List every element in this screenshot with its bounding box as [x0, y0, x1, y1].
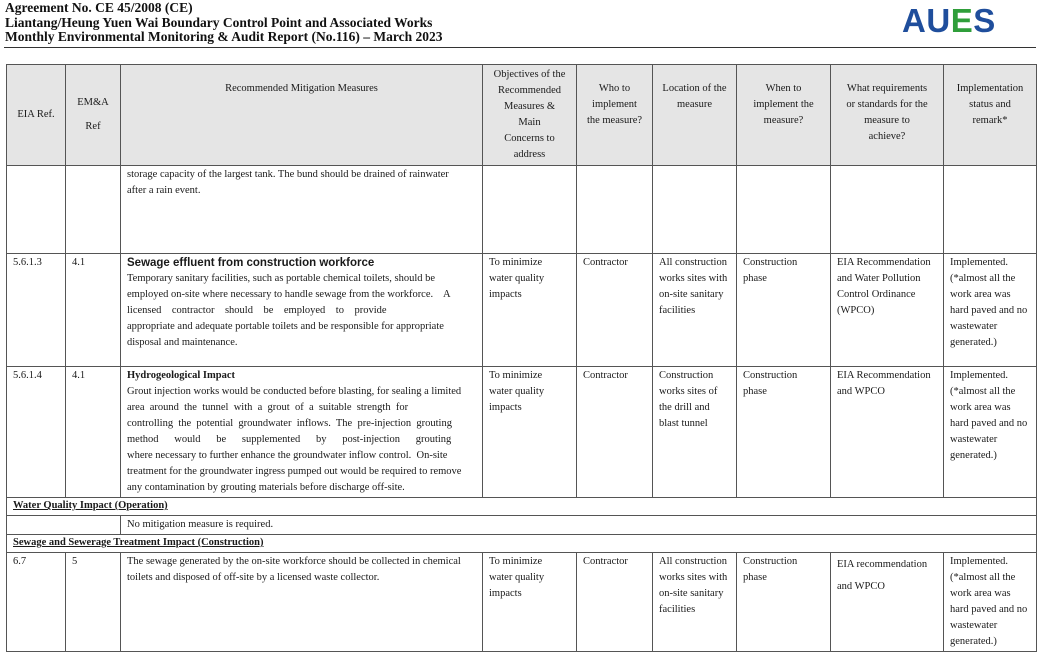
table-row	[7, 367, 1037, 498]
report-title: Monthly Environmental Monitoring & Audit Report (No.116) – March 2023	[5, 29, 443, 44]
col-eia-ref: EIA Ref.	[7, 65, 66, 166]
table-header-row	[7, 65, 1037, 166]
section-row	[7, 535, 1037, 553]
col-objectives: Objectives of the Recommended Measures & Main Concerns to address	[483, 65, 577, 166]
eia-ref: 6.7	[7, 553, 66, 652]
measure-text: Sewage effluent from construction workforce Temporary sanitary facilities, such as portable chemical toilets, should be employed on-site where necessary to handle sewage from the workforce. A licensed contractor should be employed to provide appropriate and adequate portable toilets and be responsible for appropriate disposal and maintenance.	[121, 254, 483, 367]
ema-ref: 4.1	[66, 254, 121, 367]
requirements: EIA Recommendation and Water Pollution Control Ordinance (WPCO)	[831, 254, 944, 367]
col-who: Who to implement the measure?	[577, 65, 653, 166]
when: Construction phase	[737, 367, 831, 498]
section-row	[7, 498, 1037, 516]
col-when: When to implement the measure?	[737, 65, 831, 166]
ema-ref: 4.1	[66, 367, 121, 498]
eia-ref: 5.6.1.3	[7, 254, 66, 367]
when: Construction phase	[737, 254, 831, 367]
who: Contractor	[577, 553, 653, 652]
section-note-row	[7, 516, 1037, 535]
section-title: Sewage and Sewerage Treatment Impact (Construction)	[7, 535, 1037, 553]
project-title: Liantang/Heung Yuen Wai Boundary Control Point and Associated Works	[5, 14, 433, 30]
location: All construction works sites with on-site sanitary facilities	[653, 254, 737, 367]
agreement-number: Agreement No. CE 45/2008 (CE)	[5, 0, 193, 15]
measure-text: Hydrogeological Impact Grout injection works would be conducted before blasting, for sealing a limited area around the tunnel with a grout of a suitable strength for controlling the potential groundwater inflows. The pre-injection grouting method would be supplemented by post-injection grouting where necessary to further enhance the groundwater inflow control. On-site treatment for the groundwater ingress pumped out would be required to remove any contamination by grouting materials before discharge off-site.	[121, 367, 483, 498]
aues-logo: AUES	[902, 2, 996, 39]
when: Construction phase	[737, 553, 831, 652]
section-title: Water Quality Impact (Operation)	[7, 498, 1037, 516]
col-location: Location of the measure	[653, 65, 737, 166]
location: All construction works sites with on-site sanitary facilities	[653, 553, 737, 652]
measure-text: storage capacity of the largest tank. The bund should be drained of rainwater after a rain event.	[121, 166, 483, 254]
mitigation-measures-table	[6, 64, 1037, 652]
table-row	[7, 254, 1037, 367]
document-header	[5, 1, 443, 45]
col-requirements: What requirements or standards for the measure to achieve?	[831, 65, 944, 166]
requirements: EIA recommendation and WPCO	[831, 553, 944, 652]
requirements: EIA Recommendation and WPCO	[831, 367, 944, 498]
eia-ref: 5.6.1.4	[7, 367, 66, 498]
location: Construction works sites of the drill and blast tunnel	[653, 367, 737, 498]
objective: To minimize water quality impacts	[483, 367, 577, 498]
objective: To minimize water quality impacts	[483, 553, 577, 652]
objective: To minimize water quality impacts	[483, 254, 577, 367]
status: Implemented. (*almost all the work area was hard paved and no wastewater generated.)	[944, 367, 1037, 498]
who: Contractor	[577, 254, 653, 367]
col-measures: Recommended Mitigation Measures	[121, 65, 483, 166]
measure-text: The sewage generated by the on-site workforce should be collected in chemical toilets and disposed of off-site by a licensed waste collector.	[121, 553, 483, 652]
who: Contractor	[577, 367, 653, 498]
measure-title: Hydrogeological Impact	[127, 370, 236, 381]
measure-title: Sewage effluent from construction workforce	[127, 257, 375, 269]
col-status: Implementation status and remark*	[944, 65, 1037, 166]
col-ema-ref: EM&A Ref	[66, 65, 121, 166]
status: Implemented. (*almost all the work area was hard paved and no wastewater generated.)	[944, 553, 1037, 652]
section-note: No mitigation measure is required.	[121, 516, 1037, 535]
header-rule	[4, 47, 1036, 48]
table-row	[7, 553, 1037, 652]
status: Implemented. (*almost all the work area was hard paved and no wastewater generated.)	[944, 254, 1037, 367]
table-row	[7, 166, 1037, 254]
ema-ref: 5	[66, 553, 121, 652]
